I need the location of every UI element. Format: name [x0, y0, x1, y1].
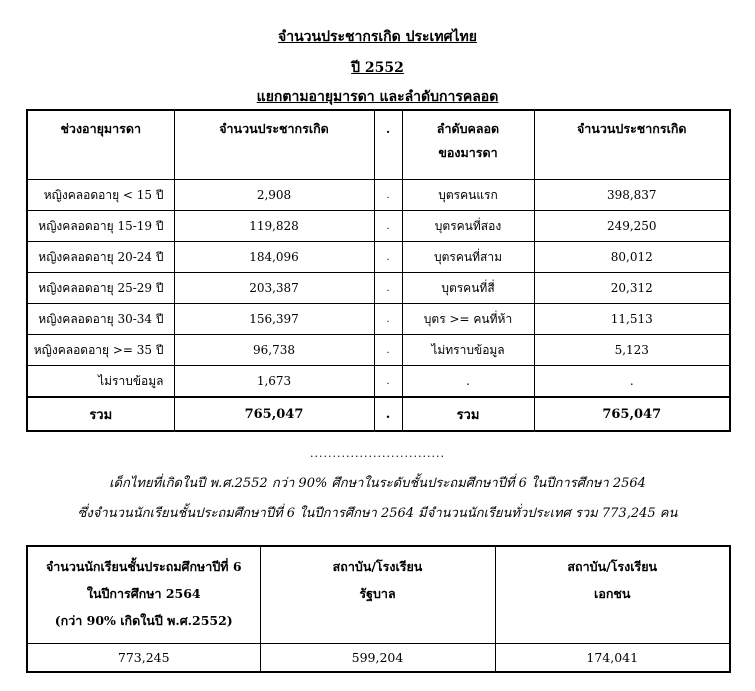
births-table-header [27, 110, 730, 180]
mother-age-cell: หญิงคลอดอายุ 30-34 ปี [27, 304, 174, 335]
births-2-cell: 20,312 [534, 273, 730, 304]
header-births: จำนวนประชากรเกิด [174, 110, 374, 180]
total-value: 765,047 [174, 397, 374, 431]
separator-dots: .............................. [310, 447, 445, 460]
birth-order-cell: บุตรคนที่สอง [402, 211, 534, 242]
births-cell: 184,096 [174, 242, 374, 273]
header-mother-age: ช่วงอายุมารดา [27, 110, 174, 180]
table-row [27, 366, 730, 398]
table-row [27, 242, 730, 273]
births-2-cell: 398,837 [534, 180, 730, 211]
birth-order-cell: บุตรคนแรก [402, 180, 534, 211]
births-cell: 96,738 [174, 335, 374, 366]
students-table-header [27, 546, 730, 644]
header-births-2: จำนวนประชากรเกิด [534, 110, 730, 180]
birth-order-cell: บุตรคนที่สี่ [402, 273, 534, 304]
births-2-cell: 80,012 [534, 242, 730, 273]
table-row [27, 180, 730, 211]
total-label: รวม [27, 397, 174, 431]
table-row [27, 335, 730, 366]
header-birth-order [402, 110, 534, 180]
header-private-school [495, 546, 730, 644]
births-2-cell: 11,513 [534, 304, 730, 335]
birth-order-cell: บุตร >= คนที่ห้า [402, 304, 534, 335]
header-students-total [27, 546, 260, 644]
header-dot: . [374, 110, 402, 180]
header-private-l2: เอกชน [594, 586, 631, 601]
dot-cell: . [374, 335, 402, 366]
students-total-value: 773,245 [27, 644, 260, 673]
mother-age-cell: หญิงคลอดอายุ >= 35 ปี [27, 335, 174, 366]
birth-order-cell: . [402, 366, 534, 398]
mother-age-cell: หญิงคลอดอายุ 25-29 ปี [27, 273, 174, 304]
paragraph-line1: เด็กไทยที่เกิดในปี พ.ศ.2552 กว่า 90% ศึกษาในระดับชั้นประถมศึกษาปีที่ 6 ในปีการศึกษา 2564 [109, 476, 646, 491]
mother-age-cell: หญิงคลอดอายุ 20-24 ปี [27, 242, 174, 273]
students-table [26, 545, 731, 673]
birth-order-cell: บุตรคนที่สาม [402, 242, 534, 273]
header-birth-order-l2: ของมารดา [438, 145, 498, 160]
births-cell: 119,828 [174, 211, 374, 242]
births-cell: 203,387 [174, 273, 374, 304]
mother-age-cell: หญิงคลอดอายุ < 15 ปี [27, 180, 174, 211]
births-2-cell: . [534, 366, 730, 398]
birth-order-cell: ไม่ทราบข้อมูล [402, 335, 534, 366]
dot-cell: . [374, 242, 402, 273]
table-row [27, 273, 730, 304]
births-table [26, 109, 731, 432]
births-2-cell: 249,250 [534, 211, 730, 242]
total-value-2: 765,047 [534, 397, 730, 431]
dot-cell: . [374, 304, 402, 335]
paragraph-line2: ซึ่งจำนวนนักเรียนชั้นประถมศึกษาปีที่ 6 ในปีการศึกษา 2564 มีจำนวนนักเรียนทั่วประเทศ รวม 773,245 คน [77, 506, 678, 521]
births-2-cell: 5,123 [534, 335, 730, 366]
header-birth-order-l1: ลำดับคลอด [436, 121, 500, 136]
title-subtitle: แยกตามอายุมารดา และลำดับการคลอด [256, 89, 499, 105]
public-school-value: 599,204 [260, 644, 495, 673]
header-private-l1: สถาบัน/โรงเรียน [567, 559, 658, 574]
dot-cell: . [374, 366, 402, 398]
header-public-l2: รัฐบาล [359, 586, 396, 601]
births-cell: 2,908 [174, 180, 374, 211]
title-year: ปี 2552 [351, 60, 404, 76]
students-table-values-row [27, 644, 730, 673]
header-students-l3: (กว่า 90% เกิดในปี พ.ศ.2552) [54, 613, 233, 628]
title-line1: จำนวนประชากรเกิด ประเทศไทย [278, 29, 477, 45]
births-table-total-row [27, 397, 730, 431]
total-label-2: รวม [402, 397, 534, 431]
table-row [27, 211, 730, 242]
header-students-l2: ในปีการศึกษา 2564 [86, 586, 201, 601]
births-cell: 156,397 [174, 304, 374, 335]
private-school-value: 174,041 [495, 644, 730, 673]
dot-cell: . [374, 273, 402, 304]
header-public-school [260, 546, 495, 644]
total-dot: . [374, 397, 402, 431]
dot-cell: . [374, 180, 402, 211]
mother-age-cell: หญิงคลอดอายุ 15-19 ปี [27, 211, 174, 242]
births-cell: 1,673 [174, 366, 374, 398]
header-students-l1: จำนวนนักเรียนชั้นประถมศึกษาปีที่ 6 [45, 559, 242, 574]
table-row [27, 304, 730, 335]
header-public-l1: สถาบัน/โรงเรียน [332, 559, 423, 574]
mother-age-cell: ไม่ราบข้อมูล [27, 366, 174, 398]
dot-cell: . [374, 211, 402, 242]
